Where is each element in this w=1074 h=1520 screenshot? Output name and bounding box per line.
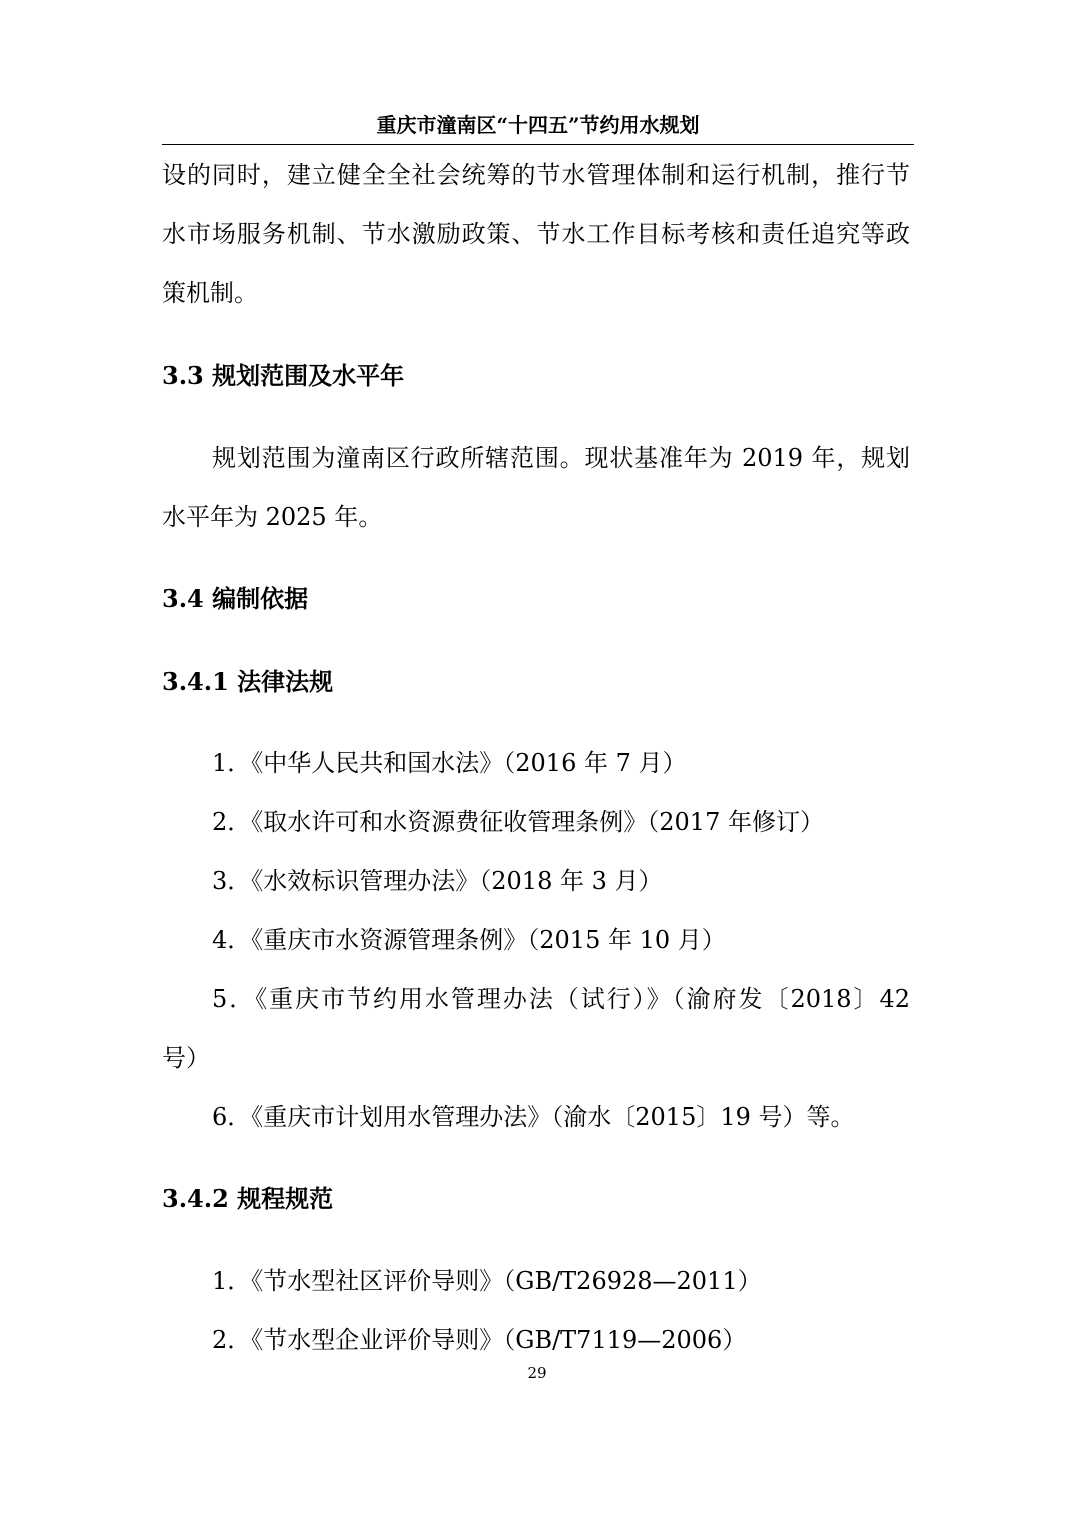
list-item: 6．《重庆市计划用水管理办法》（渝水〔2015〕19 号）等。 [212,1103,855,1131]
list-item-continuation: 号） [162,1044,210,1072]
paragraph-line: 水平年为 2025 年。 [162,503,383,531]
section-heading-3-4-2: 3.4.2 规程规范 [162,1184,334,1213]
list-item: 4．《重庆市水资源管理条例》（2015 年 10 月） [212,926,726,954]
page-number: 29 [527,1364,547,1382]
paragraph-line: 设的同时，建立健全全社会统筹的节水管理体制和运行机制，推行节 [162,161,910,189]
list-item: 1．《节水型社区评价导则》（GB/T26928—2011） [212,1267,762,1295]
section-heading-3-3: 3.3 规划范围及水平年 [162,361,405,390]
section-heading-3-4: 3.4 编制依据 [162,584,309,613]
header-rule [162,144,914,145]
list-item: 2．《取水许可和水资源费征收管理条例》（2017 年修订） [212,808,824,836]
list-item: 1．《中华人民共和国水法》（2016 年 7 月） [212,749,687,777]
list-item: 3．《水效标识管理办法》（2018 年 3 月） [212,867,663,895]
list-item: 2．《节水型企业评价导则》（GB/T7119—2006） [212,1326,747,1354]
paragraph-line: 规划范围为潼南区行政所辖范围。现状基准年为 2019 年，规划 [212,444,910,472]
list-item: 5．《重庆市节约用水管理办法（试行）》（渝府发〔2018〕42 [212,985,910,1013]
paragraph-line: 策机制。 [162,279,258,307]
running-header: 重庆市潼南区“十四五”节约用水规划 [376,113,700,137]
section-heading-3-4-1: 3.4.1 法律法规 [162,667,334,696]
paragraph-line: 水市场服务机制、节水激励政策、节水工作目标考核和责任追究等政 [162,220,910,248]
